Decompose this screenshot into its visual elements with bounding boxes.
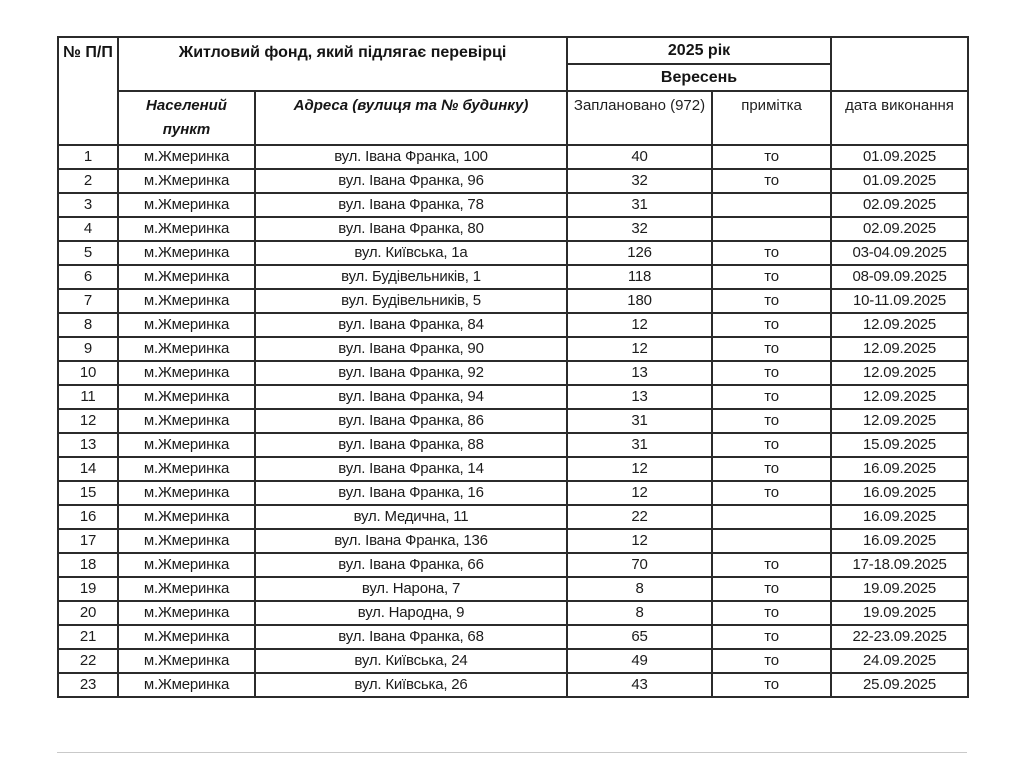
cell-address: вул. Київська, 1а [255, 241, 567, 265]
cell-planned: 126 [567, 241, 712, 265]
cell-note: то [712, 409, 831, 433]
table-header [58, 37, 968, 145]
cell-settlement: м.Жмеринка [118, 409, 255, 433]
table-row [58, 457, 968, 481]
cell-row-number: 11 [58, 385, 118, 409]
cell-planned: 40 [567, 145, 712, 169]
table-row [58, 313, 968, 337]
cell-address: вул. Івана Франка, 80 [255, 217, 567, 241]
cell-address: вул. Медична, 11 [255, 505, 567, 529]
cell-date: 08-09.09.2025 [831, 265, 968, 289]
header-month: Вересень [567, 64, 831, 91]
table-row [58, 433, 968, 457]
cell-row-number: 15 [58, 481, 118, 505]
cell-address: вул. Івана Франка, 136 [255, 529, 567, 553]
cell-planned: 70 [567, 553, 712, 577]
table-row [58, 553, 968, 577]
cell-settlement: м.Жмеринка [118, 457, 255, 481]
cell-row-number: 13 [58, 433, 118, 457]
scan-artifact-line [57, 752, 967, 753]
cell-note [712, 529, 831, 553]
table-row [58, 577, 968, 601]
cell-row-number: 14 [58, 457, 118, 481]
table-row [58, 649, 968, 673]
cell-row-number: 20 [58, 601, 118, 625]
cell-row-number: 16 [58, 505, 118, 529]
cell-row-number: 12 [58, 409, 118, 433]
header-housing-fund: Житловий фонд, який підлягає перевірці [118, 37, 567, 91]
header-note: примітка [712, 91, 831, 145]
cell-note [712, 217, 831, 241]
cell-address: вул. Івана Франка, 86 [255, 409, 567, 433]
cell-row-number: 10 [58, 361, 118, 385]
table-row [58, 361, 968, 385]
table-row [58, 217, 968, 241]
cell-date: 01.09.2025 [831, 169, 968, 193]
cell-settlement: м.Жмеринка [118, 577, 255, 601]
cell-settlement: м.Жмеринка [118, 625, 255, 649]
table-row [58, 265, 968, 289]
cell-row-number: 18 [58, 553, 118, 577]
cell-settlement: м.Жмеринка [118, 505, 255, 529]
table-row [58, 169, 968, 193]
cell-address: вул. Івана Франка, 96 [255, 169, 567, 193]
cell-planned: 32 [567, 169, 712, 193]
cell-note [712, 193, 831, 217]
inspection-schedule-table [57, 36, 969, 698]
cell-row-number: 9 [58, 337, 118, 361]
cell-address: вул. Івана Франка, 78 [255, 193, 567, 217]
header-settlement: Населений пункт [118, 91, 255, 145]
table-body [58, 145, 968, 697]
cell-address: вул. Івана Франка, 66 [255, 553, 567, 577]
cell-date: 10-11.09.2025 [831, 289, 968, 313]
cell-note: то [712, 385, 831, 409]
cell-row-number: 17 [58, 529, 118, 553]
cell-note: то [712, 481, 831, 505]
cell-settlement: м.Жмеринка [118, 481, 255, 505]
header-execution-date: дата виконання [831, 91, 968, 145]
cell-settlement: м.Жмеринка [118, 361, 255, 385]
table-row [58, 337, 968, 361]
cell-address: вул. Івана Франка, 100 [255, 145, 567, 169]
cell-planned: 13 [567, 385, 712, 409]
cell-address: вул. Нарона, 7 [255, 577, 567, 601]
table-row [58, 673, 968, 697]
cell-planned: 12 [567, 481, 712, 505]
cell-date: 24.09.2025 [831, 649, 968, 673]
cell-address: вул. Івана Франка, 90 [255, 337, 567, 361]
cell-date: 19.09.2025 [831, 577, 968, 601]
cell-address: вул. Будівельників, 5 [255, 289, 567, 313]
cell-note: то [712, 169, 831, 193]
cell-note: то [712, 553, 831, 577]
cell-note: то [712, 457, 831, 481]
cell-address: вул. Івана Франка, 14 [255, 457, 567, 481]
cell-row-number: 4 [58, 217, 118, 241]
cell-planned: 31 [567, 433, 712, 457]
cell-note: то [712, 649, 831, 673]
cell-address: вул. Івана Франка, 92 [255, 361, 567, 385]
cell-planned: 180 [567, 289, 712, 313]
cell-date: 17-18.09.2025 [831, 553, 968, 577]
cell-note: то [712, 241, 831, 265]
cell-note [712, 505, 831, 529]
cell-settlement: м.Жмеринка [118, 337, 255, 361]
cell-planned: 43 [567, 673, 712, 697]
header-address: Адреса (вулиця та № будинку) [255, 91, 567, 145]
cell-settlement: м.Жмеринка [118, 193, 255, 217]
cell-planned: 12 [567, 529, 712, 553]
cell-address: вул. Івана Франка, 16 [255, 481, 567, 505]
cell-date: 16.09.2025 [831, 505, 968, 529]
cell-date: 25.09.2025 [831, 673, 968, 697]
cell-date: 15.09.2025 [831, 433, 968, 457]
cell-row-number: 21 [58, 625, 118, 649]
cell-settlement: м.Жмеринка [118, 313, 255, 337]
cell-note: то [712, 145, 831, 169]
cell-row-number: 5 [58, 241, 118, 265]
cell-planned: 49 [567, 649, 712, 673]
cell-date: 03-04.09.2025 [831, 241, 968, 265]
cell-address: вул. Київська, 24 [255, 649, 567, 673]
cell-note: то [712, 577, 831, 601]
table-row [58, 625, 968, 649]
cell-address: вул. Народна, 9 [255, 601, 567, 625]
cell-date: 12.09.2025 [831, 361, 968, 385]
table-row [58, 385, 968, 409]
cell-row-number: 7 [58, 289, 118, 313]
cell-settlement: м.Жмеринка [118, 673, 255, 697]
cell-note: то [712, 337, 831, 361]
table-row [58, 193, 968, 217]
cell-settlement: м.Жмеринка [118, 553, 255, 577]
cell-address: вул. Будівельників, 1 [255, 265, 567, 289]
table-row [58, 529, 968, 553]
cell-planned: 22 [567, 505, 712, 529]
table-row [58, 241, 968, 265]
cell-settlement: м.Жмеринка [118, 385, 255, 409]
cell-address: вул. Івана Франка, 88 [255, 433, 567, 457]
cell-settlement: м.Жмеринка [118, 217, 255, 241]
cell-planned: 32 [567, 217, 712, 241]
header-year: 2025 рік [567, 37, 831, 64]
cell-note: то [712, 313, 831, 337]
cell-date: 12.09.2025 [831, 385, 968, 409]
cell-note: то [712, 433, 831, 457]
cell-date: 12.09.2025 [831, 409, 968, 433]
header-planned: Заплановано (972) [567, 91, 712, 145]
cell-settlement: м.Жмеринка [118, 241, 255, 265]
table-row [58, 145, 968, 169]
table-row [58, 481, 968, 505]
cell-date: 12.09.2025 [831, 313, 968, 337]
cell-planned: 12 [567, 457, 712, 481]
cell-date: 16.09.2025 [831, 529, 968, 553]
cell-planned: 31 [567, 409, 712, 433]
cell-row-number: 6 [58, 265, 118, 289]
cell-settlement: м.Жмеринка [118, 145, 255, 169]
table-row [58, 409, 968, 433]
cell-planned: 65 [567, 625, 712, 649]
cell-row-number: 8 [58, 313, 118, 337]
table-row [58, 601, 968, 625]
cell-row-number: 22 [58, 649, 118, 673]
cell-date: 22-23.09.2025 [831, 625, 968, 649]
cell-planned: 31 [567, 193, 712, 217]
cell-planned: 12 [567, 337, 712, 361]
cell-note: то [712, 289, 831, 313]
cell-settlement: м.Жмеринка [118, 649, 255, 673]
cell-address: вул. Івана Франка, 94 [255, 385, 567, 409]
cell-planned: 13 [567, 361, 712, 385]
cell-settlement: м.Жмеринка [118, 289, 255, 313]
cell-note: то [712, 361, 831, 385]
cell-note: то [712, 625, 831, 649]
cell-date: 01.09.2025 [831, 145, 968, 169]
cell-planned: 118 [567, 265, 712, 289]
cell-settlement: м.Жмеринка [118, 265, 255, 289]
cell-row-number: 2 [58, 169, 118, 193]
header-empty-cell [831, 37, 968, 91]
table-row [58, 505, 968, 529]
cell-date: 16.09.2025 [831, 481, 968, 505]
cell-address: вул. Івана Франка, 84 [255, 313, 567, 337]
cell-settlement: м.Жмеринка [118, 529, 255, 553]
cell-settlement: м.Жмеринка [118, 169, 255, 193]
cell-planned: 8 [567, 577, 712, 601]
cell-address: вул. Івана Франка, 68 [255, 625, 567, 649]
cell-note: то [712, 673, 831, 697]
cell-date: 02.09.2025 [831, 217, 968, 241]
cell-planned: 8 [567, 601, 712, 625]
cell-row-number: 23 [58, 673, 118, 697]
cell-date: 16.09.2025 [831, 457, 968, 481]
cell-note: то [712, 265, 831, 289]
cell-date: 02.09.2025 [831, 193, 968, 217]
cell-settlement: м.Жмеринка [118, 433, 255, 457]
cell-planned: 12 [567, 313, 712, 337]
header-row-number: № П/П [58, 37, 118, 145]
cell-note: то [712, 601, 831, 625]
cell-row-number: 19 [58, 577, 118, 601]
cell-date: 19.09.2025 [831, 601, 968, 625]
cell-row-number: 3 [58, 193, 118, 217]
cell-row-number: 1 [58, 145, 118, 169]
cell-date: 12.09.2025 [831, 337, 968, 361]
cell-settlement: м.Жмеринка [118, 601, 255, 625]
table-row [58, 289, 968, 313]
cell-address: вул. Київська, 26 [255, 673, 567, 697]
